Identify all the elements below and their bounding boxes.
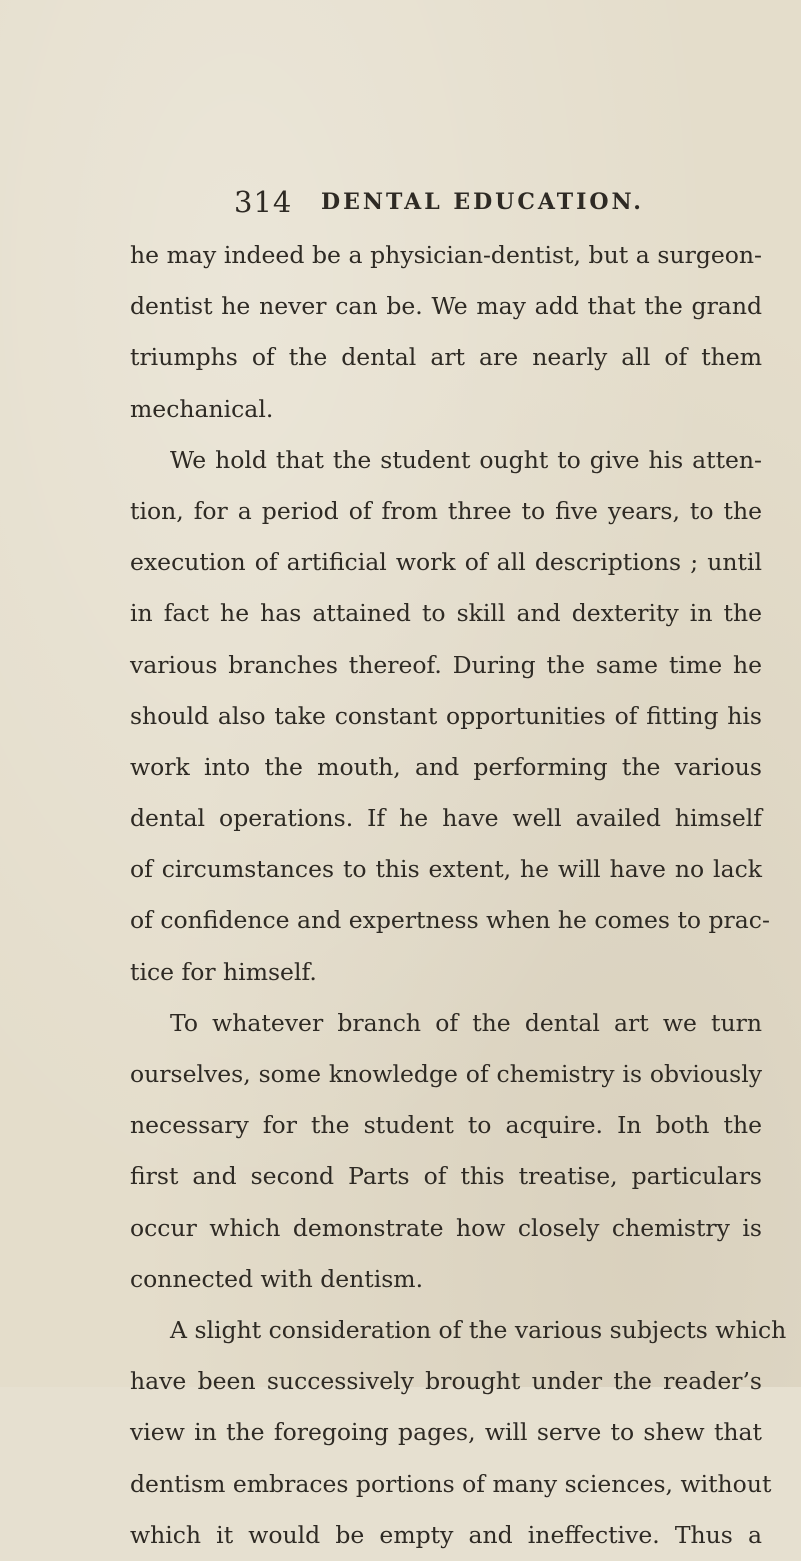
text-line: various branches thereof. During the same time he bbox=[130, 650, 762, 679]
text-line: execution of artificial work of all descriptions ; until bbox=[130, 548, 762, 577]
text-line: view in the foregoing pages, will serve to shew that bbox=[130, 1418, 762, 1447]
text-line: To whatever branch of the dental art we turn bbox=[170, 1008, 762, 1037]
page-number: 314 bbox=[234, 185, 293, 219]
body-text bbox=[130, 230, 787, 1561]
text-line: work into the mouth, and performing the various bbox=[130, 752, 762, 781]
text-line: dentism embraces portions of many sciences, without bbox=[130, 1469, 772, 1498]
text-line: which it would be empty and ineffective. Thus a bbox=[130, 1520, 762, 1549]
text-line: of circumstances to this extent, he will have no lack bbox=[130, 855, 762, 884]
text-line: should also take constant opportunities of fitting his bbox=[130, 701, 762, 730]
text-line: he may indeed be a physician-dentist, but a surgeon- bbox=[130, 241, 762, 269]
text-line: first and second Parts of this treatise, particulars bbox=[130, 1162, 762, 1191]
text-line: occur which demonstrate how closely chemistry is bbox=[130, 1213, 762, 1242]
text-line: dentist he never can be. We may add that the grand bbox=[130, 292, 762, 321]
text-line: of confidence and expertness when he comes to prac- bbox=[130, 906, 770, 935]
text-line: in fact he has attained to skill and dexterity in the bbox=[130, 599, 762, 628]
text-line: have been successively brought under the reader’s bbox=[130, 1367, 762, 1396]
text-line: We hold that the student ought to give his atten- bbox=[170, 445, 762, 474]
running-head bbox=[234, 185, 754, 225]
text-line: connected with dentism. bbox=[130, 1264, 424, 1293]
text-line: A slight consideration of the various subjects which bbox=[170, 1315, 787, 1344]
text-line: tice for himself. bbox=[130, 957, 317, 986]
text-line: necessary for the student to acquire. In both the bbox=[130, 1111, 762, 1140]
running-title: DENTAL EDUCATION. bbox=[321, 189, 644, 215]
text-line: tion, for a period of from three to five years, to the bbox=[130, 496, 762, 525]
text-line: ourselves, some knowledge of chemistry is obviously bbox=[130, 1060, 762, 1088]
text-line: triumphs of the dental art are nearly all of them bbox=[130, 343, 762, 372]
text-line: mechanical. bbox=[130, 394, 274, 423]
text-line: dental operations. If he have well availed himself bbox=[130, 804, 762, 833]
